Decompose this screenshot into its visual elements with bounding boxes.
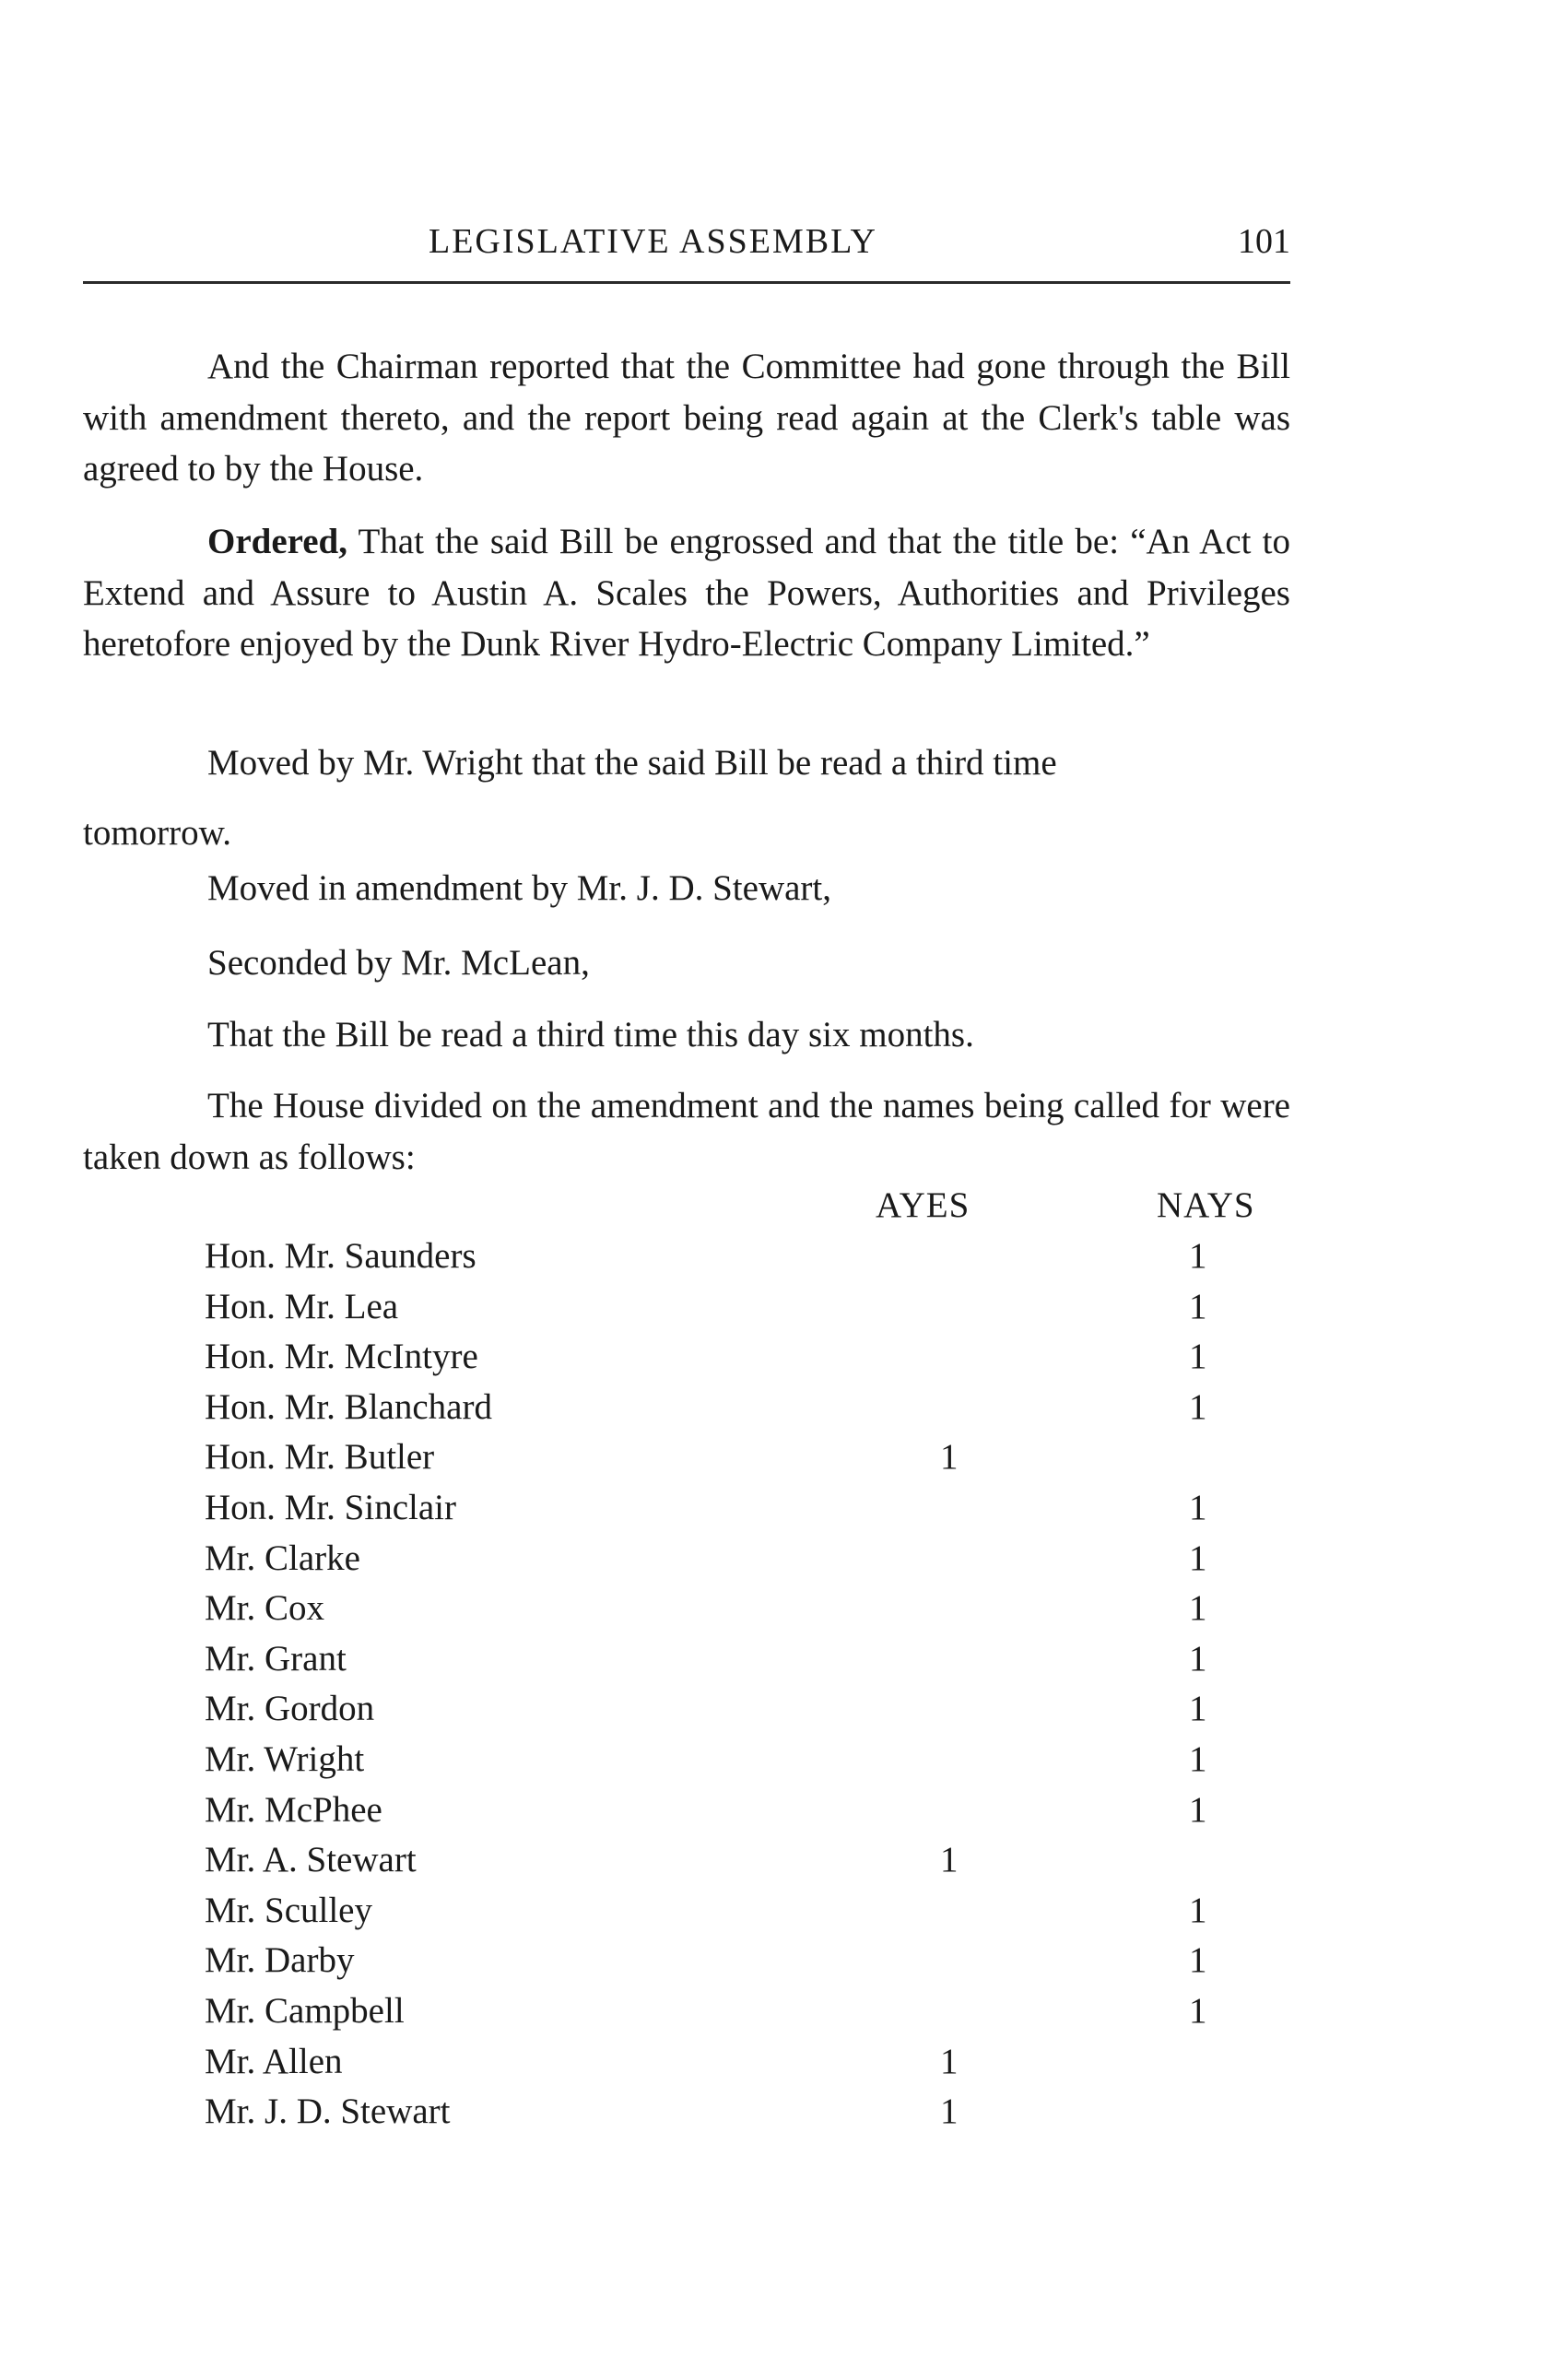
amendment-text: That the Bill be read a third time this day six months. — [207, 1015, 974, 1055]
nay-vote: 1 — [1189, 1739, 1207, 1779]
member-name: Mr. Grant — [205, 1638, 347, 1679]
division-row — [0, 1587, 1541, 1638]
member-name: Mr. McPhee — [205, 1789, 382, 1830]
division-row — [0, 1738, 1541, 1789]
nay-vote: 1 — [1189, 1991, 1207, 2031]
member-name: Hon. Mr. Lea — [205, 1286, 399, 1326]
member-name: Hon. Mr. Blanchard — [205, 1386, 492, 1427]
member-name: Mr. Cox — [205, 1588, 325, 1629]
paragraph-text: That the said Bill be engrossed and that the title be: “An Act to Extend and Assure to Austin A. Scales the Powers, Authorities and Privileges heretofore enjoyed by the Dunk River Hydro-Electric Company Limited.” — [83, 522, 1290, 664]
nay-vote: 1 — [1189, 1236, 1207, 1276]
division-row — [0, 1487, 1541, 1538]
division-row — [0, 1990, 1541, 2041]
running-header — [83, 221, 1290, 277]
aye-vote: 1 — [940, 1840, 959, 1880]
amendment-seconder: Seconded by Mr. McLean, — [207, 943, 590, 983]
division-row — [0, 1436, 1541, 1487]
amendment-mover: Moved in amendment by Mr. J. D. Stewart, — [207, 868, 831, 908]
division-row — [0, 2041, 1541, 2091]
ayes-column-header: AYES — [876, 1185, 970, 1225]
member-name: Hon. Mr. Butler — [205, 1437, 435, 1478]
division-row — [0, 1688, 1541, 1738]
member-name: Mr. Campbell — [205, 1991, 405, 2031]
division-row — [0, 1789, 1541, 1840]
header-rule — [83, 281, 1290, 284]
paragraph-committee-report — [83, 341, 1290, 495]
member-name: Mr. Gordon — [205, 1689, 375, 1729]
aye-vote: 1 — [940, 1437, 959, 1478]
member-name: Hon. Mr. McIntyre — [205, 1337, 478, 1377]
motion-continuation: tomorrow. — [83, 813, 232, 853]
paragraph-text: And the Chairman reported that the Committee had gone through the Bill with amendment thereto, and the report being read again at the Clerk's table was agreed to by the House. — [83, 347, 1290, 489]
division-row — [0, 1939, 1541, 1990]
member-name: Hon. Mr. Saunders — [205, 1236, 476, 1276]
page-number: 101 — [1238, 222, 1290, 261]
division-row — [0, 1839, 1541, 1890]
nay-vote: 1 — [1189, 1890, 1207, 1930]
aye-vote: 1 — [940, 2041, 959, 2081]
motion-third-reading: Moved by Mr. Wright that the said Bill be read a third time — [207, 743, 1057, 783]
nay-vote: 1 — [1189, 1286, 1207, 1326]
member-name: Mr. Wright — [205, 1739, 365, 1779]
member-name: Mr. Allen — [205, 2041, 343, 2081]
nay-vote: 1 — [1189, 1789, 1207, 1830]
aye-vote: 1 — [940, 2091, 959, 2132]
division-row — [0, 1538, 1541, 1588]
ordered-label: Ordered, — [207, 522, 348, 561]
nay-vote: 1 — [1189, 1488, 1207, 1527]
nay-vote: 1 — [1189, 1940, 1207, 1981]
paragraph-division — [83, 1080, 1290, 1183]
member-name: Mr. Sculley — [205, 1890, 372, 1930]
member-name: Mr. Clarke — [205, 1538, 360, 1578]
nays-column-header: NAYS — [1157, 1185, 1255, 1225]
paragraph-text: The House divided on the amendment and the names being called for were taken down as follows: — [83, 1086, 1290, 1177]
division-row — [0, 1638, 1541, 1689]
nay-vote: 1 — [1189, 1588, 1207, 1629]
member-name: Mr. A. Stewart — [205, 1840, 417, 1880]
paragraph-ordered — [83, 516, 1290, 670]
member-name: Mr. Darby — [205, 1940, 355, 1981]
division-row — [0, 2091, 1541, 2141]
member-name: Hon. Mr. Sinclair — [205, 1488, 456, 1527]
nay-vote: 1 — [1189, 1538, 1207, 1578]
nay-vote: 1 — [1189, 1689, 1207, 1729]
division-row — [0, 1386, 1541, 1437]
member-name: Mr. J. D. Stewart — [205, 2091, 451, 2132]
nay-vote: 1 — [1189, 1638, 1207, 1679]
nay-vote: 1 — [1189, 1337, 1207, 1377]
division-row — [0, 1336, 1541, 1386]
nay-vote: 1 — [1189, 1386, 1207, 1427]
header-title: LEGISLATIVE ASSEMBLY — [429, 222, 877, 261]
division-row — [0, 1286, 1541, 1337]
division-row — [0, 1890, 1541, 1940]
division-row — [0, 1235, 1541, 1286]
